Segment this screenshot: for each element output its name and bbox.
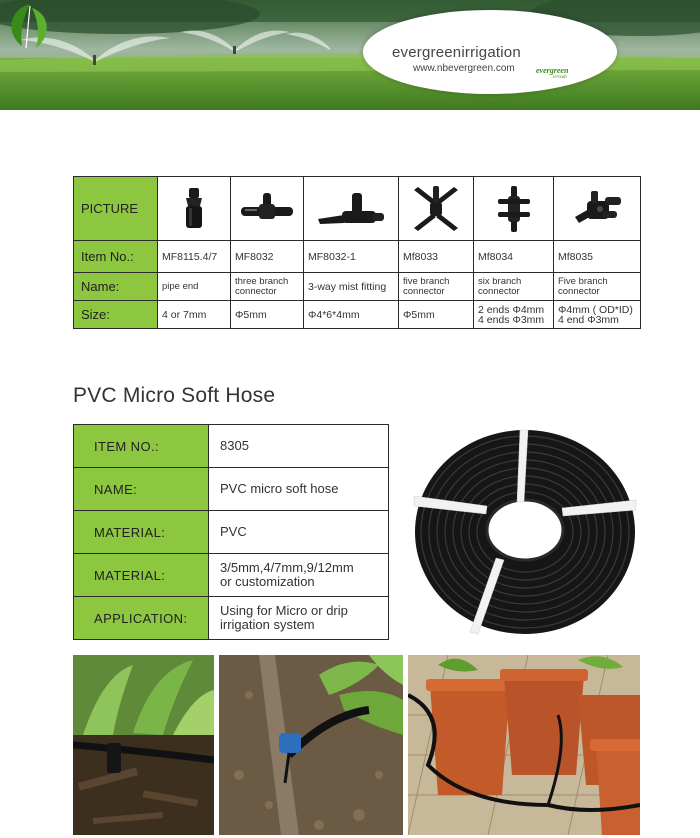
- spec-row: [74, 468, 389, 511]
- leaf-logo-icon: [0, 0, 58, 60]
- six-branch-connector-icon: [494, 184, 534, 234]
- spec-row: [74, 425, 389, 468]
- item-no-cell: MF8032-1: [304, 241, 399, 273]
- spec-value: PVC micro soft hose: [209, 468, 389, 511]
- website-url[interactable]: www.nbevergreen.com: [413, 63, 515, 74]
- product-picture: [554, 177, 641, 241]
- size-row: [74, 301, 641, 329]
- name-cell: 3-way mist fitting: [304, 273, 399, 301]
- spec-value: [209, 554, 389, 597]
- spec-label: NAME:: [74, 468, 209, 511]
- spec-value: [209, 597, 389, 640]
- spec-row: [74, 597, 389, 640]
- size-line: 2 ends Φ4mm: [478, 303, 545, 316]
- product-picture: [399, 177, 474, 241]
- size-cell: Φ5mm: [231, 301, 304, 329]
- size-line: 4 end Φ3mm: [558, 313, 619, 326]
- name-cell: three branch connector: [231, 273, 304, 301]
- tree-drip-photo-icon: [219, 655, 403, 835]
- item-no-cell: Mf8034: [474, 241, 554, 273]
- product-picture: [304, 177, 399, 241]
- item-no-row: [74, 241, 641, 273]
- photo-potted-plants: [408, 655, 640, 835]
- spec-label: MATERIAL:: [74, 511, 209, 554]
- size-label: Size:: [74, 301, 158, 329]
- size-line: 4 ends Φ3mm: [478, 313, 545, 326]
- picture-row: [74, 177, 641, 241]
- name-row: [74, 273, 641, 301]
- spec-label: ITEM NO.:: [74, 425, 209, 468]
- photo-tree-drip: [219, 655, 403, 835]
- spec-label: APPLICATION:: [74, 597, 209, 640]
- spec-label: MATERIAL:: [74, 554, 209, 597]
- size-line: Φ4mm ( OD*ID): [558, 303, 633, 316]
- fittings-table: [73, 176, 641, 329]
- spec-value-line: 3/5mm,4/7mm,9/12mm: [220, 560, 354, 575]
- size-cell: [474, 301, 554, 329]
- size-cell: [554, 301, 641, 329]
- size-cell: Φ5mm: [399, 301, 474, 329]
- three-branch-connector-icon: [237, 189, 297, 229]
- item-no-cell: Mf8033: [399, 241, 474, 273]
- pipe-end-icon: [174, 186, 214, 232]
- size-cell: Φ4*6*4mm: [304, 301, 399, 329]
- picture-label: PICTURE: [74, 177, 158, 241]
- brand-name: evergreenirrigation: [392, 44, 521, 61]
- product-picture: [158, 177, 231, 241]
- spec-value-line: irrigation system: [220, 617, 315, 632]
- section-title: PVC Micro Soft Hose: [73, 384, 276, 407]
- logo-subtext: irrisub: [553, 75, 567, 80]
- five-branch-connector-icon: [569, 187, 625, 231]
- hose-spec-table: [73, 424, 389, 640]
- five-branch-connector-icon: [408, 184, 464, 234]
- spec-value-line: or customization: [220, 574, 315, 589]
- drip-emitter-photo-icon: [73, 655, 214, 835]
- product-picture: [474, 177, 554, 241]
- potted-plants-photo-icon: [408, 655, 640, 835]
- photo-drip-emitter: [73, 655, 214, 835]
- logo-text: evergreen: [536, 66, 569, 75]
- name-cell: pipe end: [158, 273, 231, 301]
- product-picture: [231, 177, 304, 241]
- hose-coil-icon: [412, 426, 638, 638]
- spec-row: [74, 554, 389, 597]
- item-no-cell: Mf8035: [554, 241, 641, 273]
- name-cell: five branch connector: [399, 273, 474, 301]
- spec-value: PVC: [209, 511, 389, 554]
- spec-row: [74, 511, 389, 554]
- name-label: Name:: [74, 273, 158, 301]
- name-cell: Five branch connector: [554, 273, 641, 301]
- header-banner: [0, 0, 700, 110]
- item-no-cell: MF8115.4/7: [158, 241, 231, 273]
- spec-value: 8305: [209, 425, 389, 468]
- item-no-label: Item No.:: [74, 241, 158, 273]
- name-cell: six branch connector: [474, 273, 554, 301]
- item-no-cell: MF8032: [231, 241, 304, 273]
- spec-value-line: Using for Micro or drip: [220, 603, 348, 618]
- size-cell: 4 or 7mm: [158, 301, 231, 329]
- mist-fitting-icon: [314, 189, 388, 229]
